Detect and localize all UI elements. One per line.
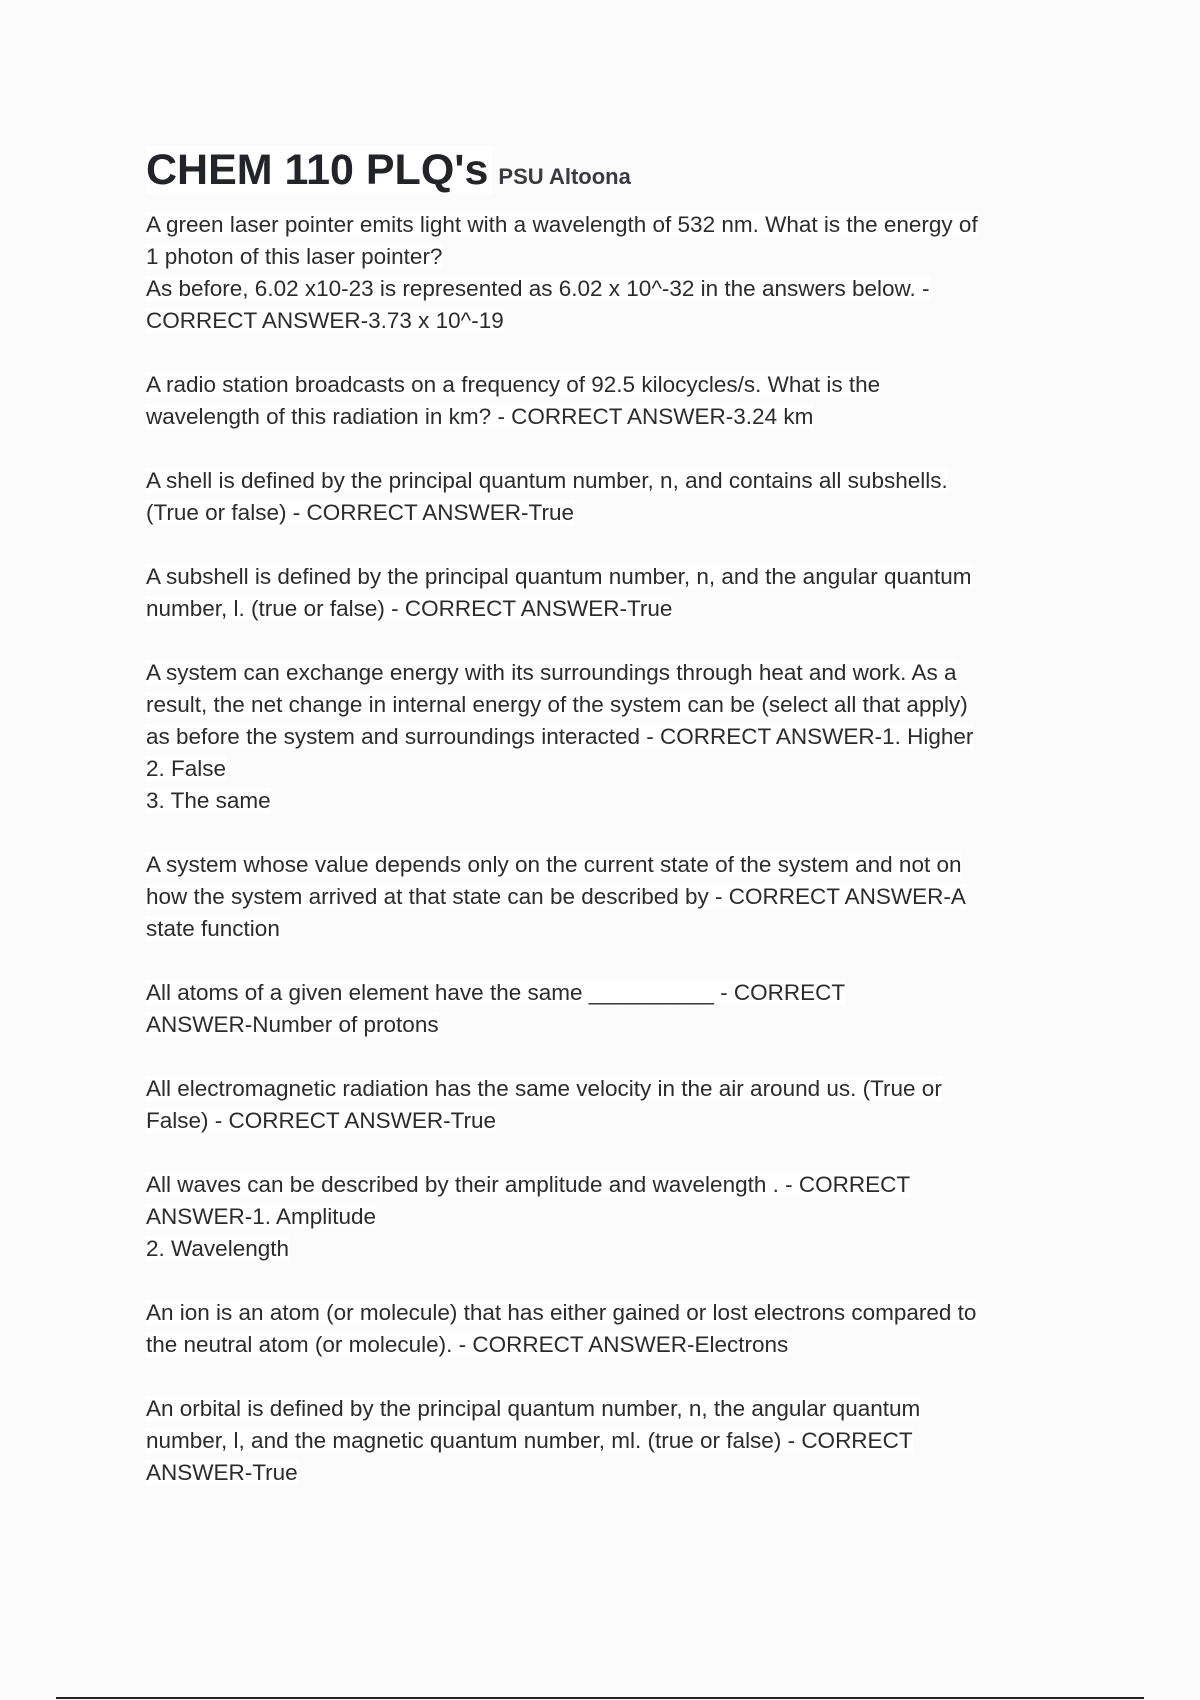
qa-item (146, 977, 1066, 1041)
title-row (146, 146, 1066, 195)
qa-text: A radio station broadcasts on a frequency of 92.5 kilocycles/s. What is the wavelength of this radiation in km? - CORRECT ANSWER-3.24 km (146, 372, 881, 429)
qa-text: A system can exchange energy with its surroundings through heat and work. As a result, the net change in internal energy of the system can be (select all that apply) as before the system and surroundings interacted - CORRECT ANSWER-1. Higher 2. False 3. The same (146, 660, 974, 813)
qa-text: A subshell is defined by the principal quantum number, n, and the angular quantum number, l. (true or false) - CORRECT ANSWER-True (146, 564, 972, 621)
document-subtitle: PSU Altoona (498, 164, 631, 189)
footer-divider (56, 1697, 1144, 1699)
qa-item (146, 1169, 1066, 1265)
document-title: CHEM 110 PLQ's (146, 146, 492, 194)
qa-item (146, 1073, 1066, 1137)
qa-item (146, 561, 1066, 625)
qa-item (146, 849, 1066, 945)
qa-text: A system whose value depends only on the current state of the system and not on how the system arrived at that state can be described by - CORRECT ANSWER-A state function (146, 852, 966, 941)
qa-text: All waves can be described by their amplitude and wavelength . - CORRECT ANSWER-1. Amplitude 2. Wavelength (146, 1172, 911, 1261)
qa-text: A green laser pointer emits light with a wavelength of 532 nm. What is the energy of 1 photon of this laser pointer? As before, 6.02 x10-23 is represented as 6.02 x 10^-32 in the answers below. - CORRECT ANSWER-3.73 x 10^-19 (146, 212, 978, 333)
qa-item (146, 1393, 1066, 1489)
qa-text: A shell is defined by the principal quantum number, n, and contains all subshells. (True or false) - CORRECT ANSWER-True (146, 468, 948, 525)
qa-item (146, 657, 1066, 817)
qa-text: An orbital is defined by the principal quantum number, n, the angular quantum number, l, and the magnetic quantum number, ml. (true or false) - CORRECT ANSWER-True (146, 1396, 921, 1485)
document-content (146, 146, 1066, 1521)
qa-item (146, 1297, 1066, 1361)
qa-text: All atoms of a given element have the same __________ - CORRECT ANSWER-Number of protons (146, 980, 846, 1037)
qa-item (146, 465, 1066, 529)
qa-text: An ion is an atom (or molecule) that has either gained or lost electrons compared to the neutral atom (or molecule). - CORRECT ANSWER-Electrons (146, 1300, 977, 1357)
qa-text: All electromagnetic radiation has the same velocity in the air around us. (True or False) - CORRECT ANSWER-True (146, 1076, 942, 1133)
qa-item (146, 369, 1066, 433)
qa-item (146, 209, 1066, 337)
